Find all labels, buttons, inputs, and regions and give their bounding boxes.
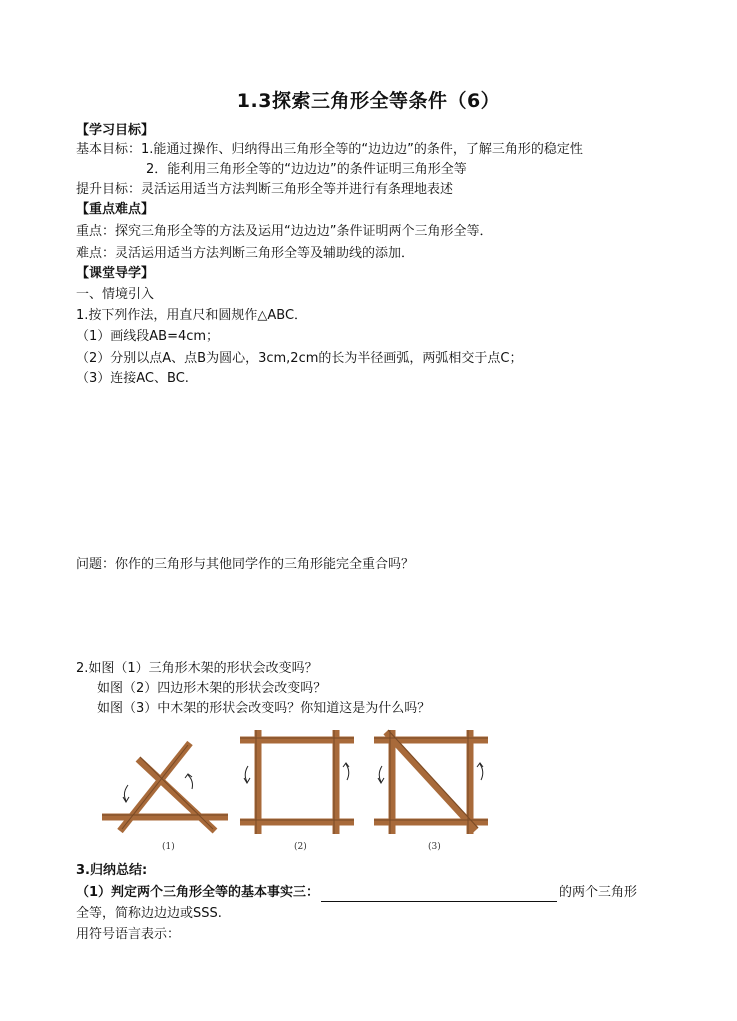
summary-line-1-suffix: 的两个三角形 [559,885,638,900]
advanced-objective: 提升目标：灵活运用适当方法判断三角形全等并进行有条理地表述 [76,182,454,197]
question-text: 问题：你作的三角形与其他同学作的三角形能完全重合吗？ [76,557,415,572]
page-title: 1.3探索三角形全等条件（6） [236,90,501,112]
key-points-header: 【重点难点】 [76,202,155,217]
question-2-line-3: 如图（3）中木架的形状会改变吗？你知道这是为什么吗？ [97,701,431,716]
summary-header: 3.归纳总结: [76,863,148,878]
question-1-intro: 1.按下列作法，用直尺和圆规作△ABC． [76,308,308,323]
question-1-step-2: （2）分别以点A、点B为圆心，3cm,2cm的长为半径画弧，两弧相交于点C； [76,351,523,366]
question-1-step-1: （1）画线段AB=4cm； [76,329,220,344]
quadrilateral-frame-figure [238,728,356,836]
fill-in-blank[interactable] [321,888,557,902]
summary-line-3: 用符号语言表示： [76,927,181,942]
rotate-arrow-icon [379,766,382,782]
objectives-header: 【学习目标】 [76,123,155,138]
question-2-line-1: 2.如图（1）三角形木架的形状会改变吗？ [76,661,318,676]
question-2-line-2: 如图（2）四边形木架的形状会改变吗？ [97,681,327,696]
section-intro: 一、情境引入 [76,287,155,302]
guide-header: 【课堂导学】 [76,266,155,281]
braced-frame-figure [372,728,490,836]
figure-caption-1: (1) [162,842,175,852]
question-1-step-3: （3）连接AC、BC. [76,371,189,386]
rotate-arrow-icon [245,766,248,782]
difficult-point: 难点：灵活运用适当方法判断三角形全等及辅助线的添加． [76,246,415,261]
figure-caption-3: (3) [428,842,441,852]
basic-objective-2: 2．能利用三角形全等的“边边边”的条件证明三角形全等 [146,162,467,177]
summary-line-2: 全等，简称边边边或SSS. [76,906,222,921]
figure-caption-2: (2) [294,842,307,852]
triangle-frame-figure [100,735,230,835]
key-point: 重点：探究三角形全等的方法及运用“边边边”条件证明两个三角形全等． [76,224,493,239]
wood-stick-diagonal [386,732,476,830]
summary-line-1-prefix: （1）判定两个三角形全等的基本事实三： [76,885,320,900]
summary-line-1 [76,884,637,902]
basic-objective-1: 基本目标：1.能通过操作、归纳得出三角形全等的“边边边”的条件，了解三角形的稳定性 [76,142,583,157]
